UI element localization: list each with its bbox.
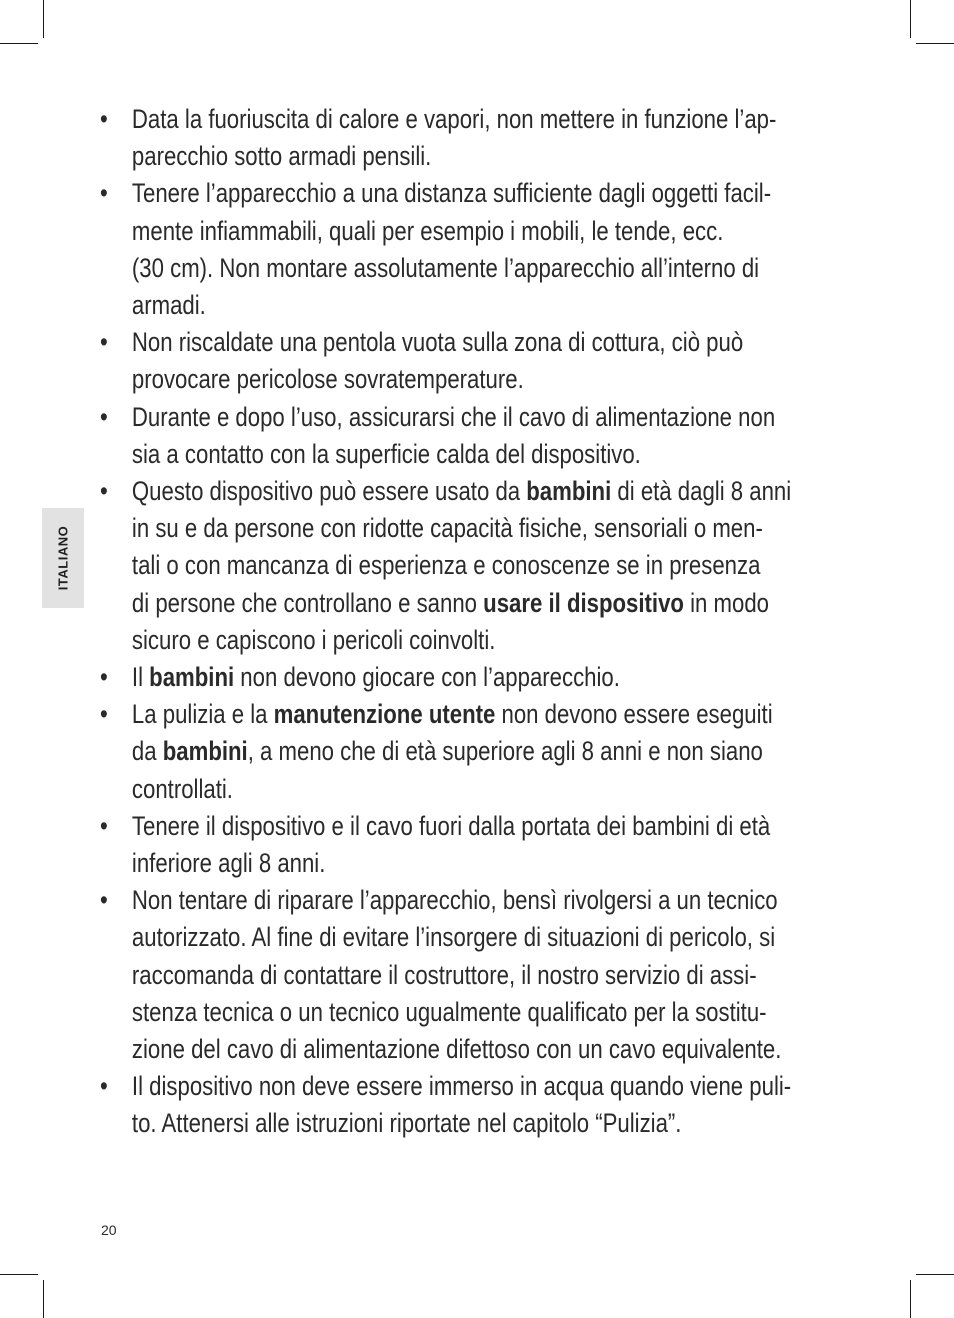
text-line: [132, 585, 888, 622]
text-line: [132, 919, 888, 956]
text-line: [132, 510, 888, 547]
crop-mark: [916, 43, 954, 44]
text-line: [132, 1031, 888, 1068]
text-line: [132, 622, 888, 659]
bullet-dot: •: [100, 699, 108, 730]
bullet-item: [100, 882, 888, 1068]
text-line: [132, 175, 888, 212]
text-segment: zione del cavo di alimentazione difettoso con un cavo equivalente.: [131, 1034, 782, 1065]
text-line: [132, 250, 888, 287]
text-segment: di età dagli 8 anni: [611, 476, 792, 507]
bullet-dot: •: [100, 327, 108, 358]
text-line: [132, 287, 888, 324]
text-line: [132, 213, 888, 250]
text-segment: in modo: [683, 587, 770, 618]
crop-mark: [0, 43, 38, 44]
bullet-dot: •: [100, 662, 108, 693]
bullet-item: [100, 696, 888, 808]
bold-term: manutenzione utente: [273, 699, 496, 730]
page-number: 20: [101, 1222, 117, 1238]
bullet-dot: •: [100, 476, 108, 507]
bold-term: bambini: [526, 476, 612, 507]
text-segment: armadi.: [131, 290, 206, 321]
text-segment: provocare pericolose sovratemperature.: [131, 364, 524, 395]
text-line: [132, 138, 888, 175]
text-line: [132, 733, 888, 770]
bullet-dot: •: [100, 178, 108, 209]
text-segment: mente infiammabili, quali per esempio i mobili, le tende, ecc.: [131, 215, 724, 246]
crop-mark: [43, 1280, 44, 1318]
crop-mark: [910, 1280, 911, 1318]
text-line: [132, 957, 888, 994]
text-segment: (30 cm). Non montare assolutamente l’apparecchio all’interno di: [131, 252, 760, 283]
text-segment: , a meno che di età superiore agli 8 anni e non siano: [247, 736, 763, 767]
text-segment: autorizzato. Al fine di evitare l’insorgere di situazioni di pericolo, si: [131, 922, 776, 953]
text-line: [132, 1068, 888, 1105]
bullet-dot: •: [100, 104, 108, 134]
text-segment: Il: [131, 662, 150, 693]
bullet-item: [100, 399, 888, 473]
text-segment: raccomanda di contattare il costruttore, il nostro servizio di assi-: [131, 959, 757, 990]
text-line: [132, 659, 888, 696]
bullet-item: [100, 101, 888, 175]
text-line: [132, 473, 888, 510]
bullet-item: [100, 324, 888, 398]
text-segment: non devono giocare con l’apparecchio.: [234, 662, 620, 693]
bullet-item: [100, 473, 888, 659]
safety-instructions: [100, 101, 860, 1143]
text-segment: tali o con mancanza di esperienza e conoscenze se in presenza: [131, 550, 761, 581]
text-line: [132, 696, 888, 733]
text-line: [132, 399, 888, 436]
crop-mark: [0, 1274, 38, 1275]
bold-term: bambini: [162, 736, 248, 767]
language-side-tab: [42, 508, 84, 608]
text-segment: inferiore agli 8 anni.: [131, 848, 326, 879]
text-segment: Tenere il dispositivo e il cavo fuori dalla portata dei bambini di età: [131, 810, 771, 841]
text-line: [132, 994, 888, 1031]
text-segment: Non riscaldate una pentola vuota sulla zona di cottura, ciò può: [131, 327, 744, 358]
text-line: [132, 436, 888, 473]
bullet-item: [100, 659, 888, 696]
text-segment: Tenere l’apparecchio a una distanza sufficiente dagli oggetti facil-: [131, 178, 772, 209]
text-segment: parecchio sotto armadi pensili.: [131, 141, 432, 172]
text-segment: Non tentare di riparare l’apparecchio, bensì rivolgersi a un tecnico: [131, 885, 778, 916]
bullet-dot: •: [100, 1071, 108, 1102]
bullet-list: [100, 101, 860, 1143]
text-line: [132, 808, 888, 845]
text-segment: stenza tecnica o un tecnico ugualmente qualificato per la sostitu-: [131, 996, 767, 1027]
crop-mark: [910, 0, 911, 38]
text-line: [132, 882, 888, 919]
text-line: [132, 101, 888, 138]
text-segment: Il dispositivo non deve essere immerso in acqua quando viene puli-: [131, 1071, 792, 1102]
bullet-dot: •: [100, 885, 108, 916]
text-line: [132, 771, 888, 808]
text-segment: da: [131, 736, 163, 767]
bullet-item: [100, 808, 888, 882]
crop-mark: [916, 1274, 954, 1275]
text-segment: Data la fuoriuscita di calore e vapori, non mettere in funzione l’ap-: [131, 104, 777, 134]
text-line: [132, 547, 888, 584]
text-segment: sia a contatto con la superficie calda del dispositivo.: [131, 438, 641, 469]
bold-term: bambini: [149, 662, 235, 693]
bold-term: usare il dispositivo: [483, 587, 684, 618]
text-segment: to. Attenersi alle istruzioni riportate nel capitolo “Pulizia”.: [131, 1108, 682, 1139]
text-segment: di persone che controllano e sanno: [131, 587, 484, 618]
text-segment: controllati.: [131, 773, 233, 804]
text-line: [132, 845, 888, 882]
text-segment: non devono essere eseguiti: [495, 699, 773, 730]
crop-mark: [43, 0, 44, 38]
text-line: [132, 324, 888, 361]
language-label: ITALIANO: [55, 525, 71, 591]
text-segment: in su e da persone con ridotte capacità fisiche, sensoriali o men-: [131, 513, 763, 544]
bullet-dot: •: [100, 810, 108, 841]
bullet-item: [100, 1068, 888, 1142]
text-segment: Durante e dopo l’uso, assicurarsi che il cavo di alimentazione non: [131, 401, 776, 432]
text-line: [132, 361, 888, 398]
bullet-item: [100, 175, 888, 324]
text-line: [132, 1105, 888, 1142]
text-segment: Questo dispositivo può essere usato da: [131, 476, 527, 507]
bullet-dot: •: [100, 401, 108, 432]
text-segment: La pulizia e la: [131, 699, 274, 730]
text-segment: sicuro e capiscono i pericoli coinvolti.: [131, 624, 496, 655]
